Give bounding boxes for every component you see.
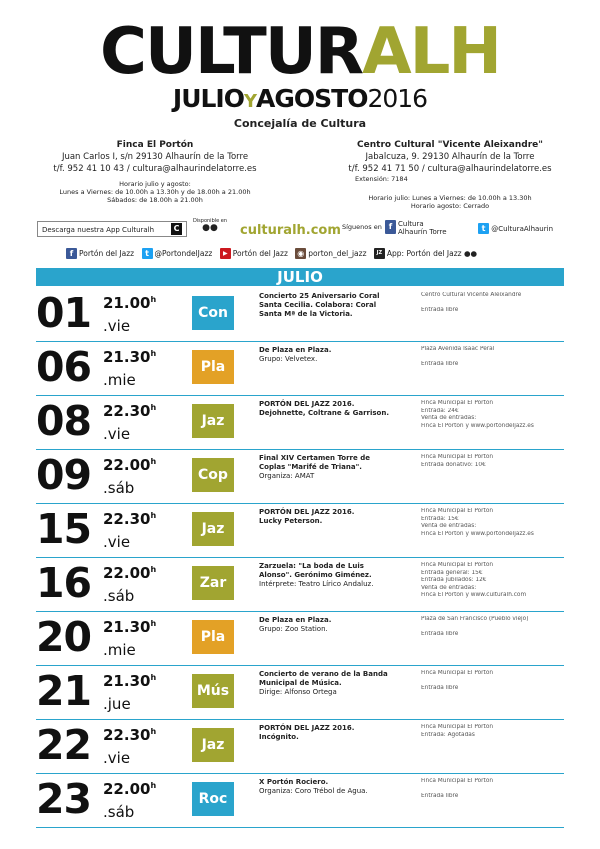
event-time — [103, 399, 156, 420]
venue-extension: Extensión: 7184 — [355, 175, 408, 183]
event-description — [259, 562, 409, 589]
event-description-line: Dirige: Alfonso Ortega — [259, 688, 337, 696]
instagram-icon: ◉ — [295, 248, 306, 259]
event-row — [36, 774, 564, 828]
event-info — [421, 778, 561, 801]
event-description-line: Dejohnette, Coltrane & Garrison. — [259, 409, 389, 417]
subtitle-y: Y — [243, 91, 257, 112]
event-description — [259, 778, 409, 796]
social-app-jazz[interactable] — [374, 249, 477, 258]
event-time-suffix: h — [150, 511, 157, 520]
event-day: 15 — [36, 505, 92, 553]
android-apple-icon: ●● — [463, 248, 478, 258]
event-info — [421, 670, 561, 693]
event-info-line: Finca Municipal El Portón — [421, 454, 494, 460]
event-description-line: PORTÓN DEL JAZZ 2016. — [259, 724, 355, 732]
event-row — [36, 342, 564, 396]
event-row — [36, 450, 564, 504]
hours-line: Horario julio y agosto: — [119, 180, 191, 188]
event-day: 06 — [36, 343, 92, 391]
event-description-line: Zarzuela: "La boda de Luis — [259, 562, 364, 570]
event-time-value: 21.00 — [103, 294, 151, 312]
event-category-badge: Cop — [192, 458, 234, 492]
event-time — [103, 723, 156, 744]
facebook-icon: f — [385, 220, 396, 234]
event-description — [259, 616, 409, 634]
event-weekday: .sáb — [103, 587, 135, 605]
event-row — [36, 288, 564, 342]
event-time — [103, 291, 156, 312]
event-time-value: 21.30 — [103, 618, 151, 636]
venue-hours — [20, 180, 290, 204]
event-description-line: Coplas "Marifé de Triana". — [259, 463, 362, 471]
event-description-line: Organiza: Coro Trébol de Agua. — [259, 787, 368, 795]
event-time — [103, 669, 156, 690]
culturalh-app-icon: C — [171, 223, 182, 235]
event-weekday: .mie — [103, 641, 136, 659]
subtitle-year: 2016 — [367, 84, 428, 113]
event-description-line: PORTÓN DEL JAZZ 2016. — [259, 400, 355, 408]
event-row — [36, 720, 564, 774]
event-description-line: Grupo: Velvetex. — [259, 355, 318, 363]
venue-name: Finca El Portón — [116, 140, 194, 150]
event-info-line: Entrada libre — [421, 361, 459, 367]
venue-contact: t/f. 952 41 71 50 / cultura@alhaurindelatorre.es — [348, 164, 552, 174]
event-time-suffix: h — [150, 781, 157, 790]
event-description-line: Concierto 25 Aniversario Coral — [259, 292, 380, 300]
event-info-line: Centro Cultural Vicente Aleixandre — [421, 292, 522, 298]
event-row — [36, 396, 564, 450]
venue-hours — [300, 194, 600, 210]
facebook-icon: f — [66, 248, 77, 259]
event-time-suffix: h — [150, 457, 157, 466]
social-label: Portón del Jazz — [79, 248, 135, 258]
event-info — [421, 400, 561, 430]
event-description-line: X Portón Rociero. — [259, 778, 329, 786]
event-info — [421, 346, 561, 369]
download-label: Disponible en — [192, 218, 228, 224]
event-info-line: Entrada libre — [421, 307, 459, 313]
twitter-cultura-label: @CulturaAlhaurin — [491, 225, 554, 233]
event-time-value: 22.30 — [103, 402, 151, 420]
event-info-line: Finca El Portón y www.culturalh.com — [421, 592, 527, 598]
event-description-line: Alonso". Gerónimo Giménez. — [259, 571, 372, 579]
event-info-line: Entrada libre — [421, 631, 459, 637]
social-instagram-jazz[interactable] — [295, 249, 366, 258]
event-day: 01 — [36, 289, 92, 337]
event-description-line: Municipal de Música. — [259, 679, 342, 687]
event-info-line: Finca Municipal El Portón — [421, 508, 494, 514]
event-info-line: Entrada libre — [421, 685, 459, 691]
event-info — [421, 616, 561, 639]
venue-address: Jabalcuza, 9. 29130 Alhaurín de la Torre — [365, 152, 535, 162]
event-info-line: Finca El Portón y www.portondeljazz.es — [421, 422, 534, 429]
event-day: 20 — [36, 613, 92, 661]
event-description — [259, 454, 409, 481]
event-info-line: Finca Municipal El Portón — [421, 562, 494, 568]
app-download-text: Descarga nuestra App Culturalh — [42, 226, 155, 234]
event-info-line: Finca Municipal El Portón — [421, 400, 494, 406]
event-info-line: Entrada: 15€ — [421, 515, 459, 522]
hours-line: Horario agosto: Cerrado — [410, 202, 490, 210]
event-info — [421, 724, 561, 739]
event-time-value: 22.30 — [103, 510, 151, 528]
event-weekday: .vie — [103, 749, 131, 767]
youtube-icon: ▶ — [220, 248, 231, 259]
event-weekday: .vie — [103, 533, 131, 551]
event-description — [259, 292, 409, 319]
event-time — [103, 507, 156, 528]
event-info-line: Finca Municipal El Portón — [421, 724, 494, 730]
event-time-value: 22.00 — [103, 780, 151, 798]
event-description-line: De Plaza en Plaza. — [259, 616, 332, 624]
event-weekday: .sáb — [103, 803, 135, 821]
event-description-line: Incógnito. — [259, 733, 299, 741]
venue-name: Centro Cultural "Vicente Aleixandre" — [357, 140, 543, 150]
event-category-badge: Jaz — [192, 728, 234, 762]
event-info-line: Venta de entradas: — [421, 584, 477, 591]
twitter-cultura-link[interactable] — [478, 223, 553, 234]
event-description-line: Santa Cecilia. Colabora: Coral — [259, 301, 377, 309]
event-time-value: 22.00 — [103, 564, 151, 582]
venue-contact: t/f. 952 41 10 43 / cultura@alhaurindelatorre.es — [53, 164, 257, 174]
event-info-line: Entrada donativo: 10€ — [421, 461, 486, 468]
event-time-suffix: h — [150, 565, 157, 574]
event-weekday: .jue — [103, 695, 131, 713]
event-category-badge: Zar — [192, 566, 234, 600]
event-info-line: Venta de entradas: — [421, 523, 477, 529]
event-info-line — [421, 786, 561, 794]
facebook-cultura-label: Cultura Alhaurín Torre — [398, 220, 447, 236]
social-twitter-jazz[interactable] — [142, 249, 213, 258]
event-description — [259, 670, 409, 697]
event-description-line: Santa Mª de la Victoria. — [259, 310, 353, 318]
hours-line: Sábados: de 18.00h a 21.00h — [107, 196, 203, 204]
event-info-line: Entrada jubilados: 12€ — [421, 577, 487, 583]
event-description-line: Concierto de verano de la Banda — [259, 670, 388, 678]
event-info-line — [421, 678, 561, 686]
event-category-badge: Pla — [192, 620, 234, 654]
android-apple-icon: ●● — [202, 223, 218, 233]
event-day: 16 — [36, 559, 92, 607]
event-time-value: 21.30 — [103, 672, 151, 690]
event-day: 09 — [36, 451, 92, 499]
event-category-badge: Jaz — [192, 512, 234, 546]
twitter-icon: t — [478, 223, 489, 234]
follow-label: Síguenos en — [342, 223, 382, 231]
event-time-suffix: h — [150, 673, 157, 682]
event-time-suffix: h — [150, 403, 157, 412]
event-info-line — [421, 300, 561, 308]
event-time-suffix: h — [150, 727, 157, 736]
event-description-line: Final XIV Certamen Torre de — [259, 454, 370, 462]
social-facebook-jazz[interactable] — [66, 249, 134, 258]
event-category-badge: Jaz — [192, 404, 234, 438]
event-time — [103, 453, 156, 474]
event-time-suffix: h — [150, 619, 157, 628]
event-info-line: Entrada: 24€ — [421, 407, 459, 414]
event-day: 21 — [36, 667, 92, 715]
app-stores[interactable] — [191, 218, 229, 232]
event-info — [421, 508, 561, 538]
event-description-line: Grupo: Zoo Station. — [259, 625, 328, 633]
subtitle-agosto: AGOSTO — [256, 84, 368, 113]
hours-line: Lunes a Viernes: de 10.00h a 13.30h y de 18.00h a 21.00h — [59, 188, 251, 196]
event-info-line: Entrada libre — [421, 793, 459, 799]
event-day: 23 — [36, 775, 92, 823]
event-info-line: Plaza Avenida Isaac Peral — [421, 346, 495, 352]
title-cultur: CULTUR — [100, 15, 363, 89]
app-download-box[interactable] — [37, 221, 187, 237]
venue-address: Juan Carlos I, s/n 29130 Alhaurín de la Torre — [61, 152, 249, 162]
event-time — [103, 777, 156, 798]
concejalia-label: Concejalía de Cultura — [233, 117, 367, 130]
event-weekday: .vie — [103, 425, 131, 443]
event-row — [36, 504, 564, 558]
social-youtube-jazz[interactable] — [220, 249, 288, 258]
event-category-badge: Pla — [192, 350, 234, 384]
event-info — [421, 454, 561, 469]
social-label: Portón del Jazz — [232, 248, 288, 258]
event-info-line — [421, 354, 561, 362]
event-info-line: Finca Municipal El Portón — [421, 778, 494, 784]
event-description-line: PORTÓN DEL JAZZ 2016. — [259, 508, 355, 516]
event-time — [103, 561, 156, 582]
event-time-value: 22.00 — [103, 456, 151, 474]
event-description-line: De Plaza en Plaza. — [259, 346, 332, 354]
event-category-badge: Mús — [192, 674, 234, 708]
facebook-cultura-link[interactable] — [385, 220, 450, 236]
subtitle-julio: JULIO — [172, 84, 244, 113]
month-header: JULIO — [36, 268, 564, 286]
venue-centro-cultural — [300, 139, 600, 184]
event-info-line: Entrada general: 15€ — [421, 569, 483, 576]
event-time-suffix: h — [150, 349, 157, 358]
event-row — [36, 612, 564, 666]
event-weekday: .mie — [103, 371, 136, 389]
event-description — [259, 508, 409, 526]
event-description-line: Organiza: AMAT — [259, 472, 315, 480]
twitter-icon: t — [142, 248, 153, 259]
event-day: 08 — [36, 397, 92, 445]
event-row — [36, 558, 564, 612]
event-description-line: Intérprete: Teatro Lírico Andaluz. — [259, 580, 374, 588]
title-alh: ALH — [362, 15, 500, 89]
event-category-badge: Con — [192, 296, 234, 330]
event-description-line: Lucky Peterson. — [259, 517, 323, 525]
event-day: 22 — [36, 721, 92, 769]
page-subtitle — [0, 86, 600, 115]
page-title — [0, 15, 600, 89]
social-label: App: Portón del Jazz — [386, 248, 462, 258]
hours-line: Horario julio: Lunes a Viernes: de 10.00h a 13.30h — [368, 194, 532, 202]
event-category-badge: Roc — [192, 782, 234, 816]
jazz-app-icon: JZ — [374, 248, 385, 259]
event-time-value: 22.30 — [103, 726, 151, 744]
event-info-line: Finca El Portón y www.portondeljazz.es — [421, 530, 534, 537]
event-info — [421, 562, 561, 600]
website-link[interactable]: culturalh.com — [240, 223, 341, 238]
event-time — [103, 615, 156, 636]
event-weekday: .sáb — [103, 479, 135, 497]
event-info-line: Finca Municipal El Portón — [421, 670, 494, 676]
event-row — [36, 666, 564, 720]
event-time-value: 21.30 — [103, 348, 151, 366]
social-links-row — [66, 248, 482, 259]
event-info-line: Venta de entradas: — [421, 415, 477, 421]
event-description — [259, 724, 409, 742]
social-label: @PortondelJazz — [154, 248, 213, 258]
event-weekday: .vie — [103, 317, 131, 335]
social-label: porton_del_jazz — [308, 248, 367, 258]
event-time-suffix: h — [150, 295, 157, 304]
event-info-line — [421, 624, 561, 632]
event-info-line: Entrada: Agotadas — [421, 731, 475, 738]
event-info-line: Plaza de San Francisco (Pueblo viejo) — [421, 616, 529, 622]
event-description — [259, 400, 409, 418]
event-description — [259, 346, 409, 364]
event-time — [103, 345, 156, 366]
venue-finca-el-porton — [20, 139, 290, 175]
event-info — [421, 292, 561, 315]
